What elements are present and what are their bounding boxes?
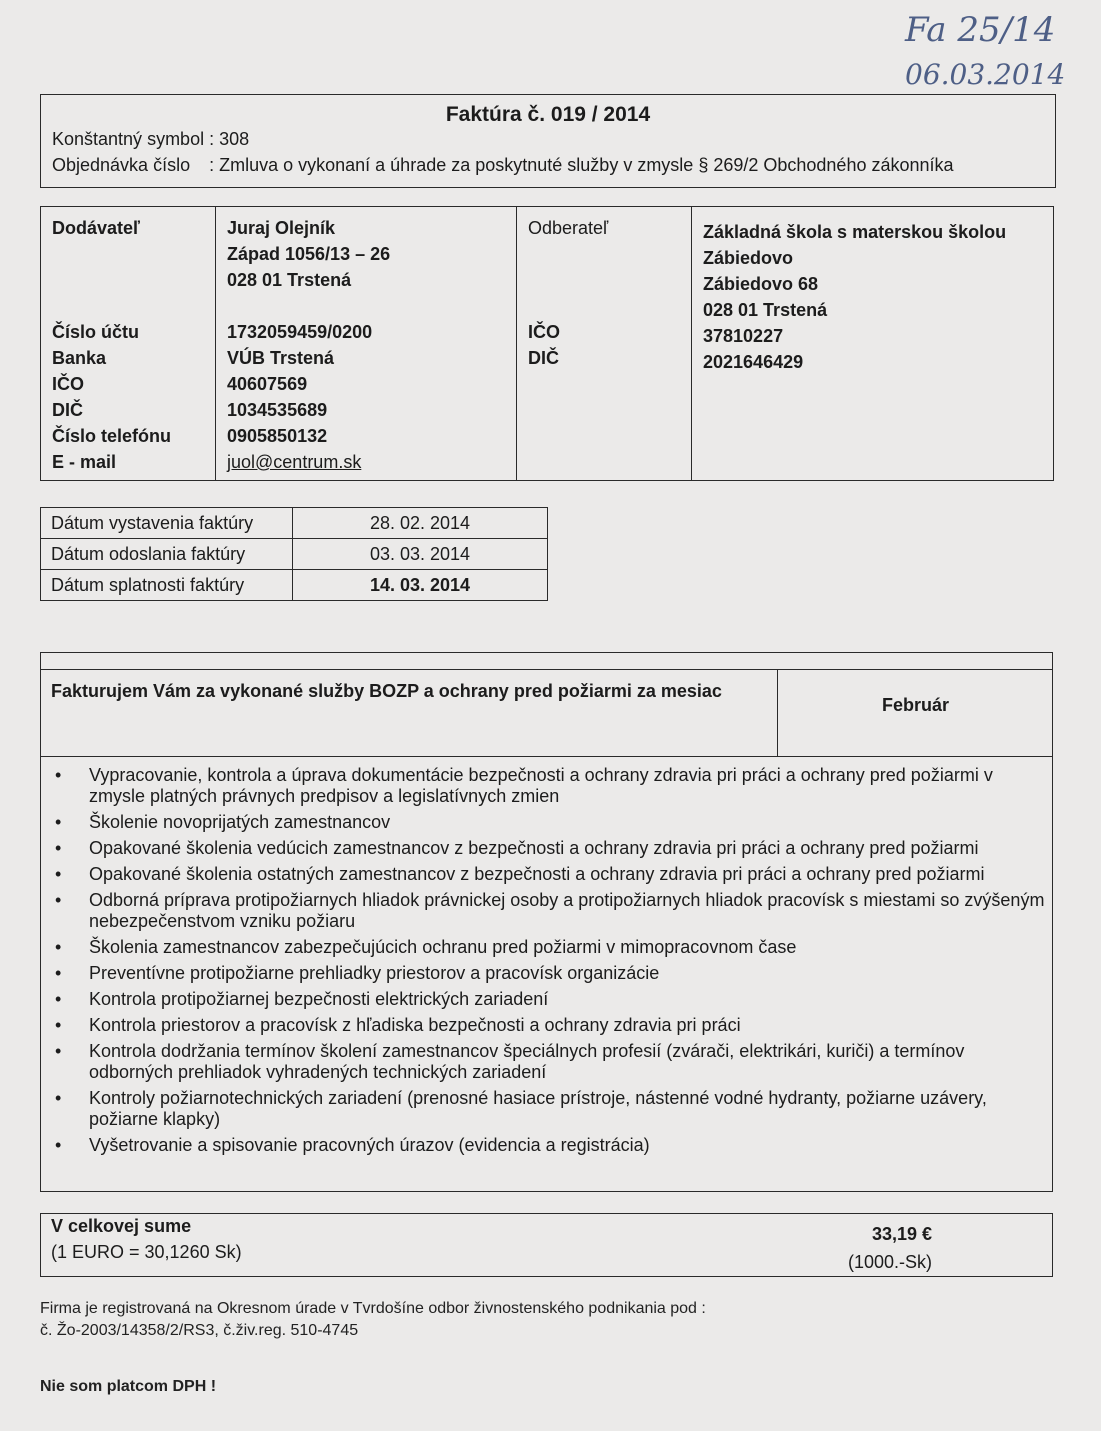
customer-dic: 2021646429 — [703, 352, 804, 372]
order-value: : Zmluva o vykonaní a úhrade za poskytnuté služby v zmysle § 269/2 Obchodného zákonníka — [209, 155, 954, 175]
customer-name-line1: Základná škola s materskou školou — [703, 222, 1007, 242]
date-label: Dátum odoslania faktúry — [41, 539, 293, 570]
supplier-heading: Dodávateľ — [52, 218, 140, 238]
total-label: V celkovej sume — [51, 1216, 192, 1236]
list-item: • Kontrola dodržania termínov školení zamestnancov špeciálnych profesií (zvárači, elektrikári, kuriči) a termínov odborných prehliadok vyhradených technických zariadení — [55, 1041, 1045, 1083]
due-date-value: 14. 03. 2014 — [293, 570, 548, 601]
supplier-bank: VÚB Trstená — [227, 348, 335, 368]
supplier-label: E - mail — [52, 452, 117, 472]
list-item: • Kontrola priestorov a pracovísk z hľadiska bezpečnosti a ochrany zdravia pri práci — [55, 1015, 1045, 1036]
list-item: • Opakované školenia vedúcich zamestnancov z bezpečnosti a ochrany zdravia pri práci a ochrany pred požiarmi — [55, 838, 1045, 859]
list-item: • Školenia zamestnancov zabezpečujúcich ochranu pred požiarmi v mimopracovnom čase — [55, 937, 1045, 958]
date-label: Dátum vystavenia faktúry — [41, 508, 293, 539]
order-line — [52, 155, 954, 176]
invoice-title: Faktúra č. 019 / 2014 — [445, 103, 651, 126]
date-value: 03. 03. 2014 — [293, 539, 548, 570]
customer-label: IČO — [528, 322, 561, 342]
services-month: Február — [881, 695, 950, 715]
registration-line1: Firma je registrovaná na Okresnom úrade v Tvrdošíne odbor živnostenského podnikania pod : — [40, 1300, 706, 1317]
registration-line2: č. Žo-2003/14358/2/RS3, č.živ.reg. 510-4745 — [40, 1322, 359, 1339]
list-item: • Školenie novoprijatých zamestnancov — [55, 812, 1045, 833]
customer-ico: 37810227 — [703, 326, 784, 346]
supplier-values — [227, 215, 390, 475]
list-item: • Kontrola protipožiarnej bezpečnosti elektrických zariadení — [55, 989, 1045, 1010]
dates-table — [40, 507, 548, 601]
invoice-header — [40, 94, 1056, 188]
constant-symbol-label: Konštantný symbol : — [52, 129, 215, 149]
handwritten-received-date: 06.03.2014 — [905, 58, 1066, 91]
constant-symbol-value: 308 — [219, 129, 250, 149]
supplier-dic: 1034535689 — [227, 400, 328, 420]
divider — [215, 207, 216, 480]
supplier-street: Západ 1056/13 – 26 — [227, 244, 391, 264]
table-row — [41, 570, 548, 601]
date-label: Dátum splatnosti faktúry — [41, 570, 293, 601]
services-list — [55, 765, 1045, 1161]
customer-name-line2: Zábiedovo — [703, 248, 794, 268]
divider — [516, 207, 517, 480]
parties-box — [40, 206, 1054, 481]
table-row — [41, 539, 548, 570]
supplier-name: Juraj Olejník — [227, 218, 336, 238]
supplier-label: DIČ — [52, 400, 83, 420]
supplier-label: Banka — [52, 348, 107, 368]
supplier-account: 1732059459/0200 — [227, 322, 373, 342]
divider — [691, 207, 692, 480]
supplier-label: Číslo telefónu — [52, 426, 172, 446]
supplier-phone: 0905850132 — [227, 426, 328, 446]
customer-labels — [528, 215, 608, 371]
services-box — [40, 652, 1053, 1192]
supplier-label: Číslo účtu — [52, 322, 140, 342]
customer-heading: Odberateľ — [528, 218, 609, 238]
total-amount-eur: 33,19 € — [871, 1224, 932, 1244]
customer-street: Zábiedovo 68 — [703, 274, 819, 294]
supplier-email-link[interactable]: juol@centrum.sk — [227, 452, 362, 472]
list-item: • Vypracovanie, kontrola a úprava dokumentácie bezpečnosti a ochrany zdravia pri práci a ochrany pred požiarmi v zmysle platných právnych predpisov a legislatívnych zmien — [55, 765, 1045, 807]
total-box — [40, 1213, 1053, 1277]
vat-note: Nie som platcom DPH ! — [40, 1378, 217, 1395]
customer-label: DIČ — [528, 348, 559, 368]
table-row — [41, 508, 548, 539]
customer-values — [703, 219, 1006, 375]
constant-symbol — [52, 129, 249, 150]
services-lead: Fakturujem Vám za vykonané služby BOZP a ochrany pred požiarmi za mesiac — [51, 681, 722, 701]
list-item: • Kontroly požiarnotechnických zariadení (prenosné hasiace prístroje, nástenné vodné hydranty, požiarne uzávery, požiarne klapky) — [55, 1088, 1045, 1130]
order-label: Objednávka číslo — [52, 155, 191, 175]
list-item: • Preventívne protipožiarne prehliadky priestorov a pracovísk organizácie — [55, 963, 1045, 984]
supplier-labels — [52, 215, 171, 475]
customer-city: 028 01 Trstená — [703, 300, 828, 320]
supplier-city: 028 01 Trstená — [227, 270, 352, 290]
supplier-label: IČO — [52, 374, 85, 394]
handwritten-invoice-ref: Fa 25/14 — [905, 10, 1056, 50]
list-item: • Odborná príprava protipožiarnych hliadok právnickej osoby a protipožiarnych hliadok pracovísk s miestami so zvýšeným nebezpečenstvom vzniku požiaru — [55, 890, 1045, 932]
list-item: • Opakované školenia ostatných zamestnancov z bezpečnosti a ochrany zdravia pri práci a ochrany pred požiarmi — [55, 864, 1045, 885]
exchange-rate: (1 EURO = 30,1260 Sk) — [51, 1242, 242, 1262]
supplier-ico: 40607569 — [227, 374, 308, 394]
date-value: 28. 02. 2014 — [293, 508, 548, 539]
list-item: • Vyšetrovanie a spisovanie pracovných úrazov (evidencia a registrácia) — [55, 1135, 1045, 1156]
total-amount-sk: (1000.-Sk) — [847, 1252, 932, 1272]
